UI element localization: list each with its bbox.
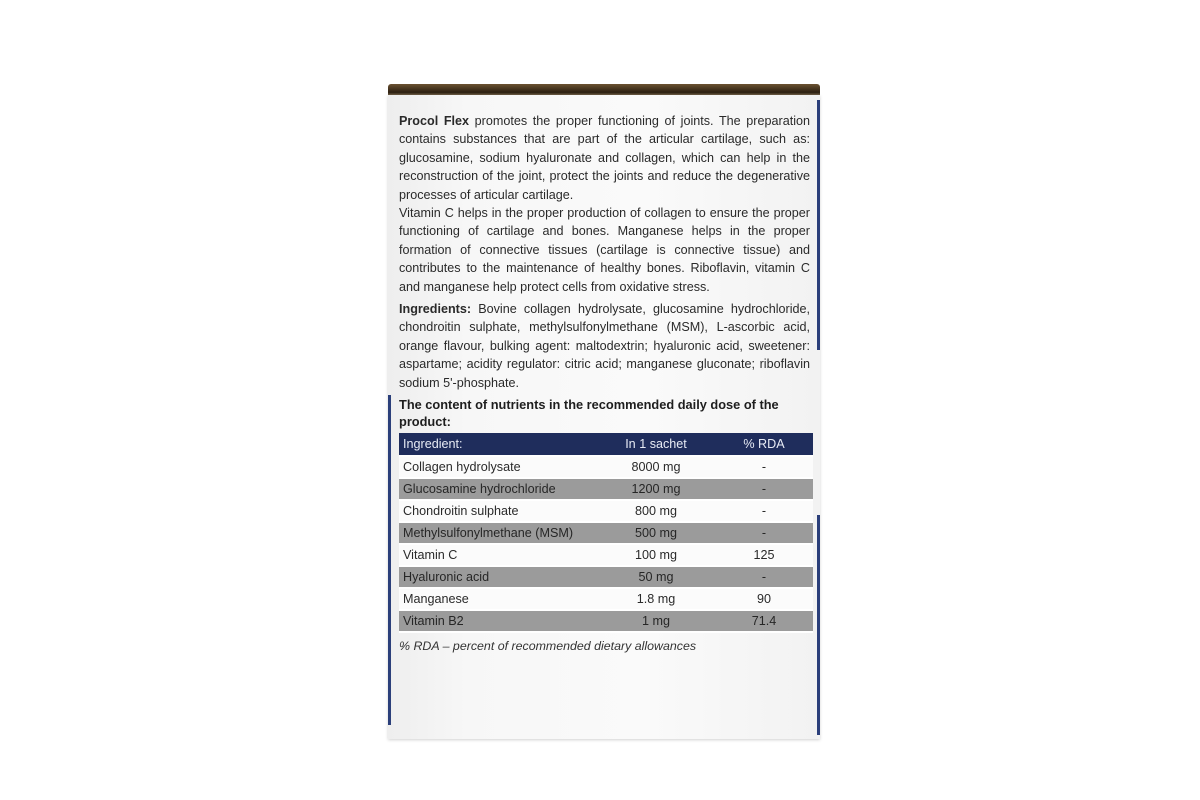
row-amount: 1 mg xyxy=(597,610,715,632)
table-row xyxy=(399,456,813,478)
ingredients-text: Bovine collagen hydrolysate, glucosamine hydrochloride, chondroitin sulphate, methylsulfonylmethane (MSM), L-ascorbic acid, orange flavour, bulking agent: maltodextrin; hyaluronic acid, sweetener: aspartame; acidity regulator: citric acid; manganese gluconate; riboflavin sodium 5'-phosphate. xyxy=(399,302,810,390)
row-amount: 50 mg xyxy=(597,566,715,588)
table-row xyxy=(399,588,813,610)
row-rda: - xyxy=(715,522,813,544)
product-name: Procol Flex xyxy=(399,114,470,128)
row-amount: 1200 mg xyxy=(597,478,715,500)
nutrients-table xyxy=(399,433,813,633)
blue-edge-right-top xyxy=(817,100,820,350)
row-ingredient: Glucosamine hydrochloride xyxy=(399,478,597,500)
description-intro xyxy=(399,112,810,204)
row-amount: 800 mg xyxy=(597,500,715,522)
table-row xyxy=(399,610,813,632)
intro-text: promotes the proper functioning of joints. The preparation contains substances that are part of the articular cartilage, such as: glucosamine, sodium hyaluronate and collagen, which can help in the reconstruction of the joint, protect the joints and reduce the degenerative processes of articular cartilage. xyxy=(399,114,811,202)
table-row xyxy=(399,566,813,588)
row-amount: 8000 mg xyxy=(597,456,715,478)
row-rda: 125 xyxy=(715,544,813,566)
blue-edge-right-bottom xyxy=(817,515,820,735)
nutrients-table-header xyxy=(399,433,813,456)
blue-edge-left xyxy=(388,395,391,725)
row-ingredient: Vitamin B2 xyxy=(399,610,597,632)
header-rda: % RDA xyxy=(715,433,813,456)
row-rda: - xyxy=(715,478,813,500)
row-amount: 1.8 mg xyxy=(597,588,715,610)
table-row xyxy=(399,500,813,522)
ingredients-label: Ingredients: xyxy=(399,302,472,317)
package-side-panel xyxy=(388,95,820,739)
row-amount: 500 mg xyxy=(597,522,715,544)
header-in-sachet: In 1 sachet xyxy=(597,433,715,456)
row-ingredient: Vitamin C xyxy=(399,544,597,566)
rda-footnote: % RDA – percent of recommended dietary allowances xyxy=(399,639,697,654)
table-row xyxy=(399,544,813,566)
table-row xyxy=(399,522,813,544)
row-ingredient: Collagen hydrolysate xyxy=(399,456,597,478)
row-rda: - xyxy=(715,456,813,478)
label-content xyxy=(399,112,810,656)
row-rda: - xyxy=(715,500,813,522)
row-ingredient: Hyaluronic acid xyxy=(399,566,597,588)
header-ingredient: Ingredient: xyxy=(399,433,597,456)
row-rda: 90 xyxy=(715,588,813,610)
row-rda: 71.4 xyxy=(715,610,813,632)
row-rda: - xyxy=(715,566,813,588)
row-ingredient: Methylsulfonylmethane (MSM) xyxy=(399,522,597,544)
vitamin-description: Vitamin C helps in the proper production of collagen to ensure the proper functioning of cartilage and bones. Manganese helps in the proper formation of connective tissues (cartilage is connective tissue) and contributes to the maintenance of healthy bones. Riboflavin, vitamin C and manganese help protect cells from oxidative stress. xyxy=(399,206,810,294)
nutrients-title: The content of nutrients in the recommended daily dose of the product: xyxy=(399,397,779,430)
table-row xyxy=(399,478,813,500)
row-amount: 100 mg xyxy=(597,544,715,566)
row-ingredient: Manganese xyxy=(399,588,597,610)
ingredients-paragraph xyxy=(399,300,810,392)
row-ingredient: Chondroitin sulphate xyxy=(399,500,597,522)
